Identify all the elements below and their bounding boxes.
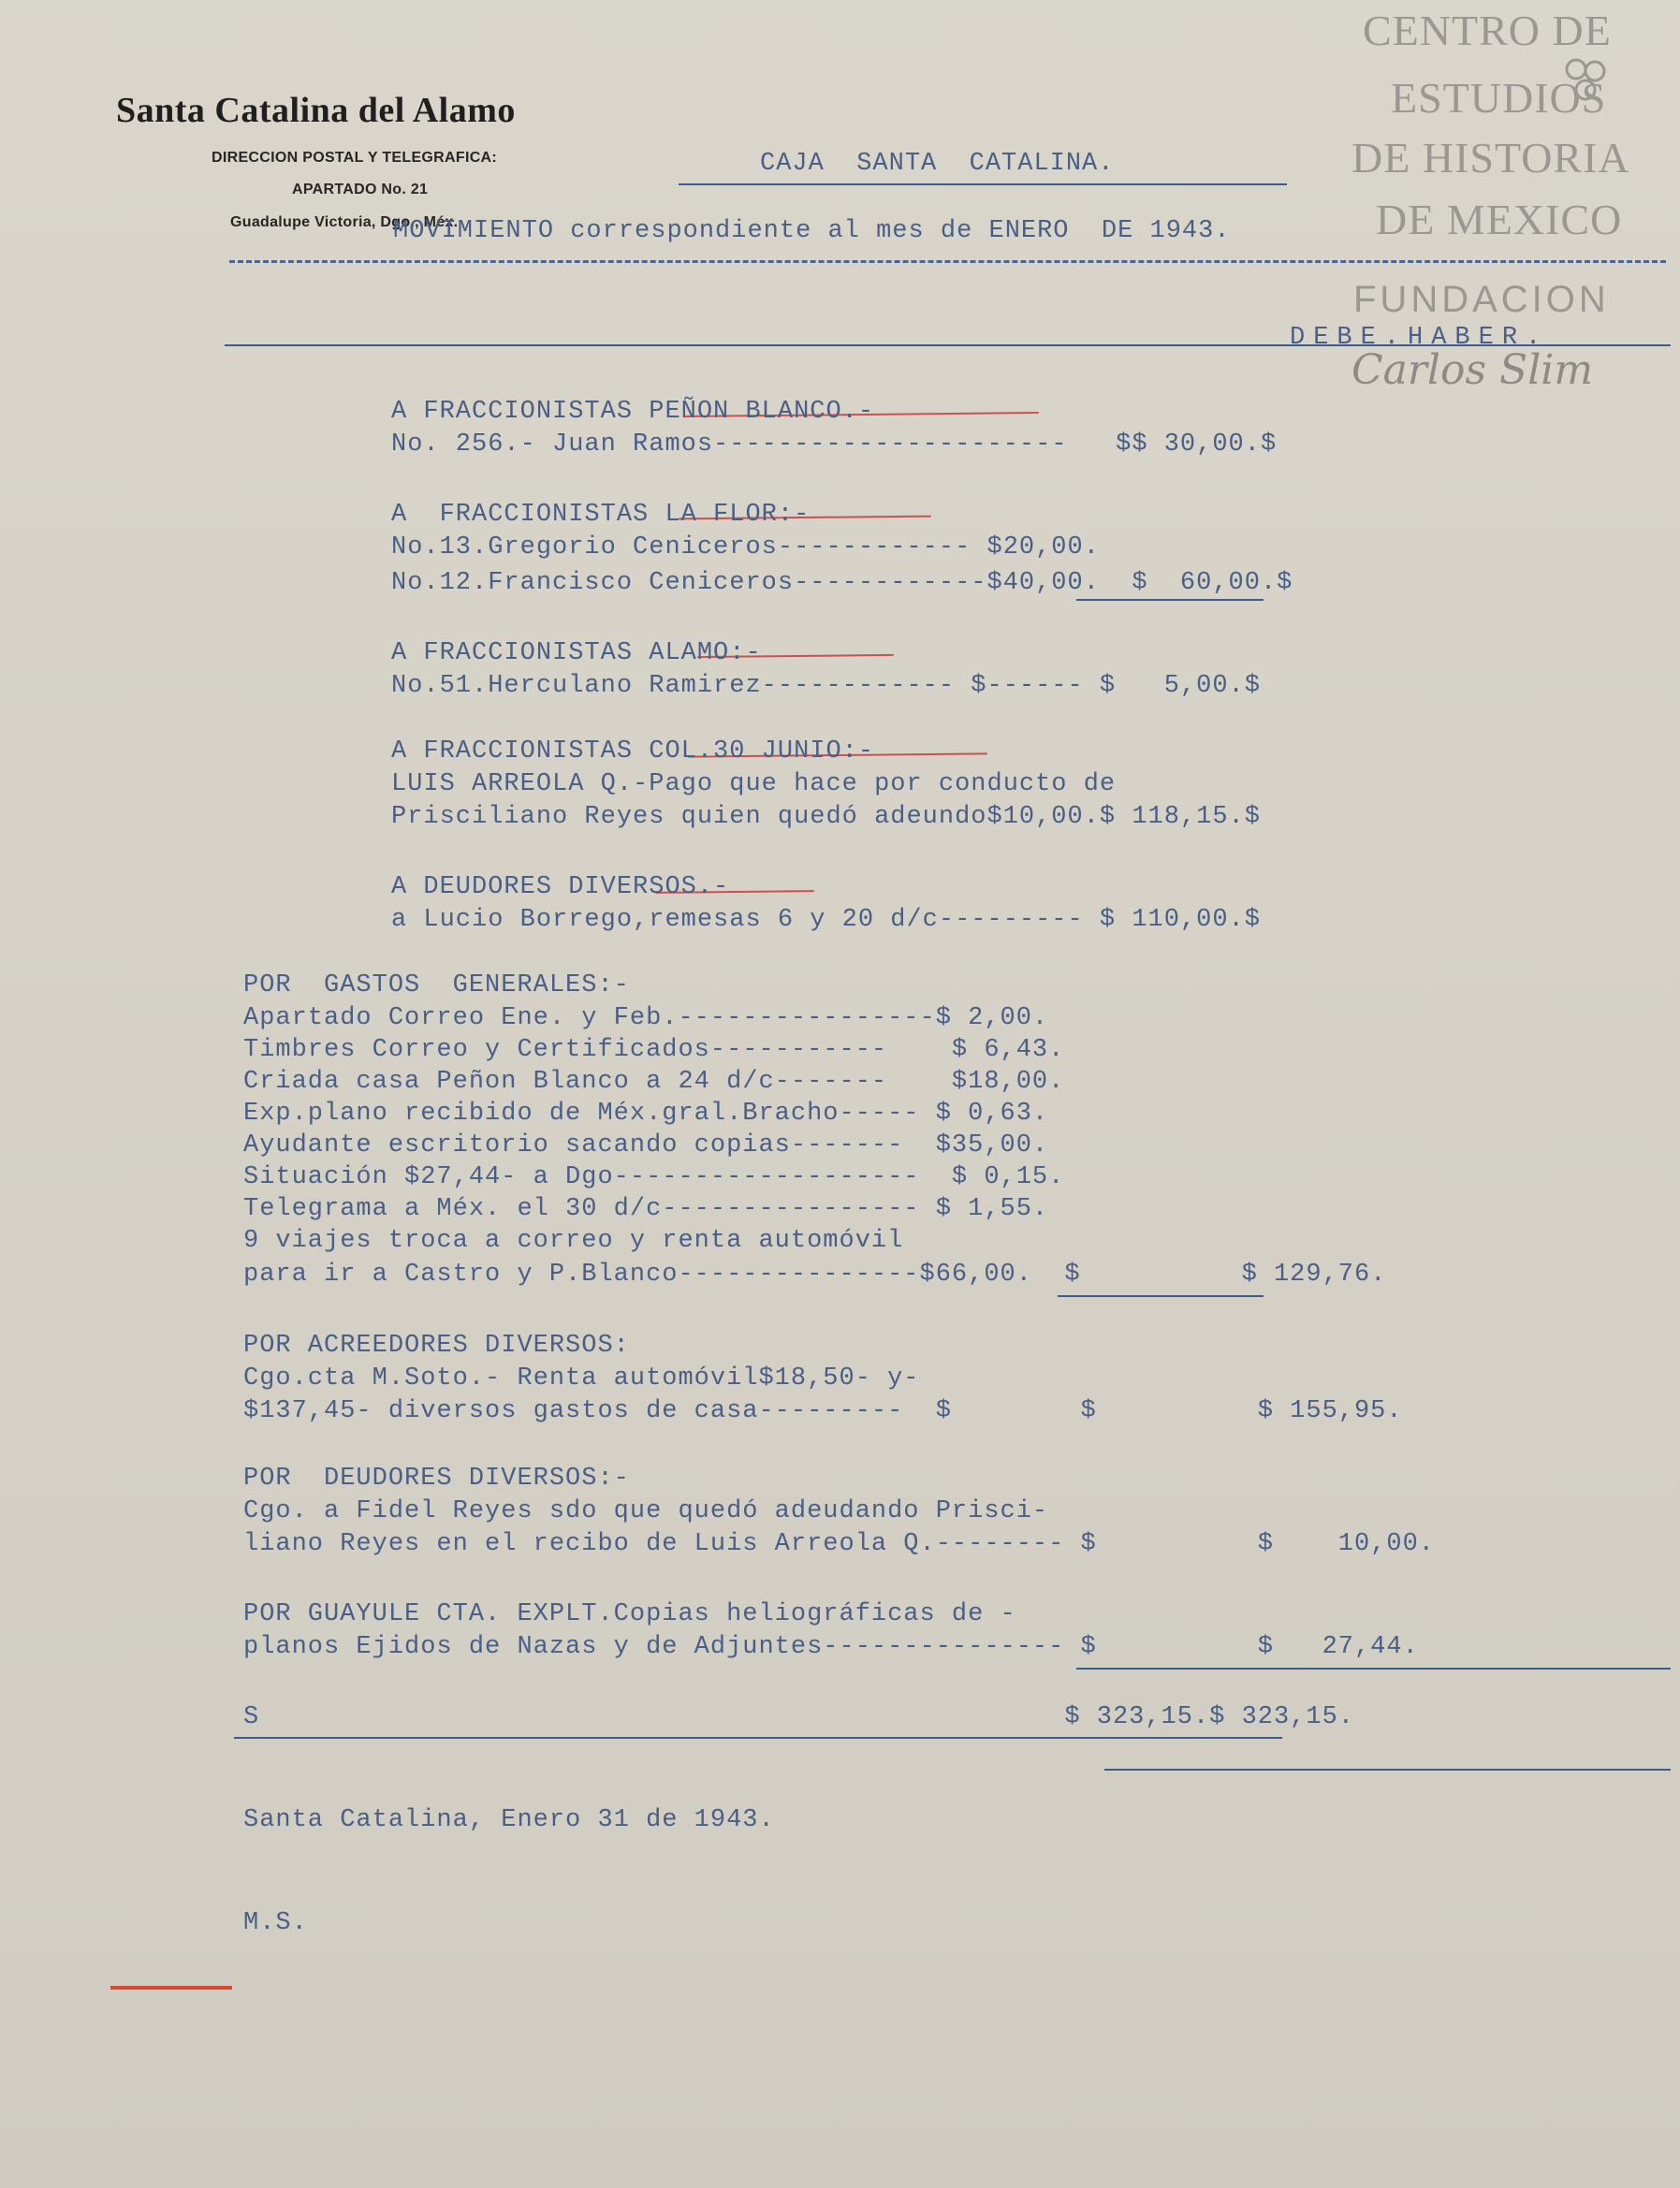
totals-line: S $ 323,15.$ 323,15. <box>243 1703 1354 1731</box>
body-line: Situación $27,44- a Dgo------------------- $ 0,15. <box>243 1163 1065 1191</box>
subtotal-rule <box>1058 1295 1264 1297</box>
watermark-line-5: FUNDACION <box>1353 279 1610 320</box>
watermark-line-2: ESTUDIOS <box>1391 74 1607 122</box>
body-line: POR GASTOS GENERALES:- <box>243 971 630 999</box>
body-line: Apartado Correo Ene. y Feb.----------------$ 2,00. <box>243 1004 1049 1032</box>
body-line: Telegrama a Méx. el 30 d/c---------------- $ 1,55. <box>243 1195 1049 1223</box>
body-line: Cgo. a Fidel Reyes sdo que quedó adeudando Prisci- <box>243 1497 1049 1525</box>
double-rule <box>1104 1769 1671 1771</box>
letterhead-line-2: APARTADO No. 21 <box>292 182 429 197</box>
body-line: planos Ejidos de Nazas y de Adjuntes--------------- $ $ 27,44. <box>243 1633 1419 1661</box>
body-line: No.51.Herculano Ramirez------------ $------ $ 5,00.$ <box>391 672 1261 700</box>
body-line: para ir a Castro y P.Blanco---------------$66,00. $ $ 129,76. <box>243 1261 1387 1289</box>
body-line: POR ACREEDORES DIVERSOS: <box>243 1332 630 1360</box>
red-mark <box>110 1986 232 1990</box>
watermark-line-3: DE HISTORIA <box>1351 134 1630 182</box>
body-line: No.13.Gregorio Ceniceros------------ $20,00. <box>391 533 1100 562</box>
body-line: POR DEUDORES DIVERSOS:- <box>243 1465 630 1493</box>
movimiento-title: MOVIMIENTO correspondiente al mes de ENERO DE 1943. <box>393 217 1231 245</box>
body-line: Criada casa Peñon Blanco a 24 d/c------- $18,00. <box>243 1068 1065 1096</box>
body-line: A FRACCIONISTAS LA FLOR:- <box>391 501 811 529</box>
total-rule <box>1076 1668 1671 1670</box>
header-dashed-rule <box>229 260 1666 263</box>
date-line: Santa Catalina, Enero 31 de 1943. <box>243 1806 775 1834</box>
letterhead-name: Santa Catalina del Alamo <box>116 91 516 130</box>
caja-heading: CAJA SANTA CATALINA. <box>760 150 1115 178</box>
caja-underline <box>679 183 1287 185</box>
body-line: POR GUAYULE CTA. EXPLT.Copias heliográficas de - <box>243 1600 1016 1628</box>
body-line: LUIS ARREOLA Q.-Pago que hace por conducto de <box>391 770 1117 798</box>
totals-underline <box>234 1737 1282 1739</box>
body-line: No.12.Francisco Ceniceros------------$40,00. $ 60,00.$ <box>391 569 1293 597</box>
watermark-line-4: DE MEXICO <box>1376 196 1623 243</box>
body-line: A FRACCIONISTAS ALAMO:- <box>391 639 762 667</box>
body-line: A DEUDORES DIVERSOS.- <box>391 873 730 901</box>
initials: M.S. <box>243 1909 308 1937</box>
body-line: Ayudante escritorio sacando copias------- $35,00. <box>243 1131 1049 1160</box>
body-line: liano Reyes en el recibo de Luis Arreola Q.-------- $ $ 10,00. <box>243 1530 1435 1558</box>
watermark-line-1: CENTRO DE <box>1363 7 1612 54</box>
body-line: A FRACCIONISTAS COL.30 JUNIO:- <box>391 737 875 766</box>
letterhead-line-1: DIRECCION POSTAL Y TELEGRAFICA: <box>212 150 498 166</box>
body-line: Exp.plano recibido de Méx.gral.Bracho----- $ 0,63. <box>243 1100 1049 1128</box>
body-line: Cgo.cta M.Soto.- Renta automóvil$18,50- y- <box>243 1364 920 1393</box>
body-line: Timbres Correo y Certificados----------- $ 6,43. <box>243 1036 1065 1064</box>
letterhead-line-3: Guadalupe Victoria, Dgo., Méx. <box>230 214 459 230</box>
debe-haber-columns: DEBE.HABER. <box>1290 324 1550 352</box>
body-line: No. 256.- Juan Ramos---------------------- $$ 30,00.$ <box>391 430 1278 459</box>
body-line: Prisciliano Reyes quien quedó adeundo$10,00.$ 118,15.$ <box>391 803 1261 831</box>
watermark-signature: Carlos Slim <box>1351 346 1594 394</box>
body-line: 9 viajes troca a correo y renta automóvil <box>243 1227 904 1255</box>
watermark-emblem-icon <box>1557 51 1623 116</box>
body-line: A FRACCIONISTAS PEÑON BLANCO.- <box>391 398 875 426</box>
subtotal-rule <box>1076 599 1264 601</box>
body-line: $137,45- diversos gastos de casa--------- $ $ $ 155,95. <box>243 1397 1403 1425</box>
body-line: a Lucio Borrego,remesas 6 y 20 d/c--------- $ 110,00.$ <box>391 906 1261 934</box>
